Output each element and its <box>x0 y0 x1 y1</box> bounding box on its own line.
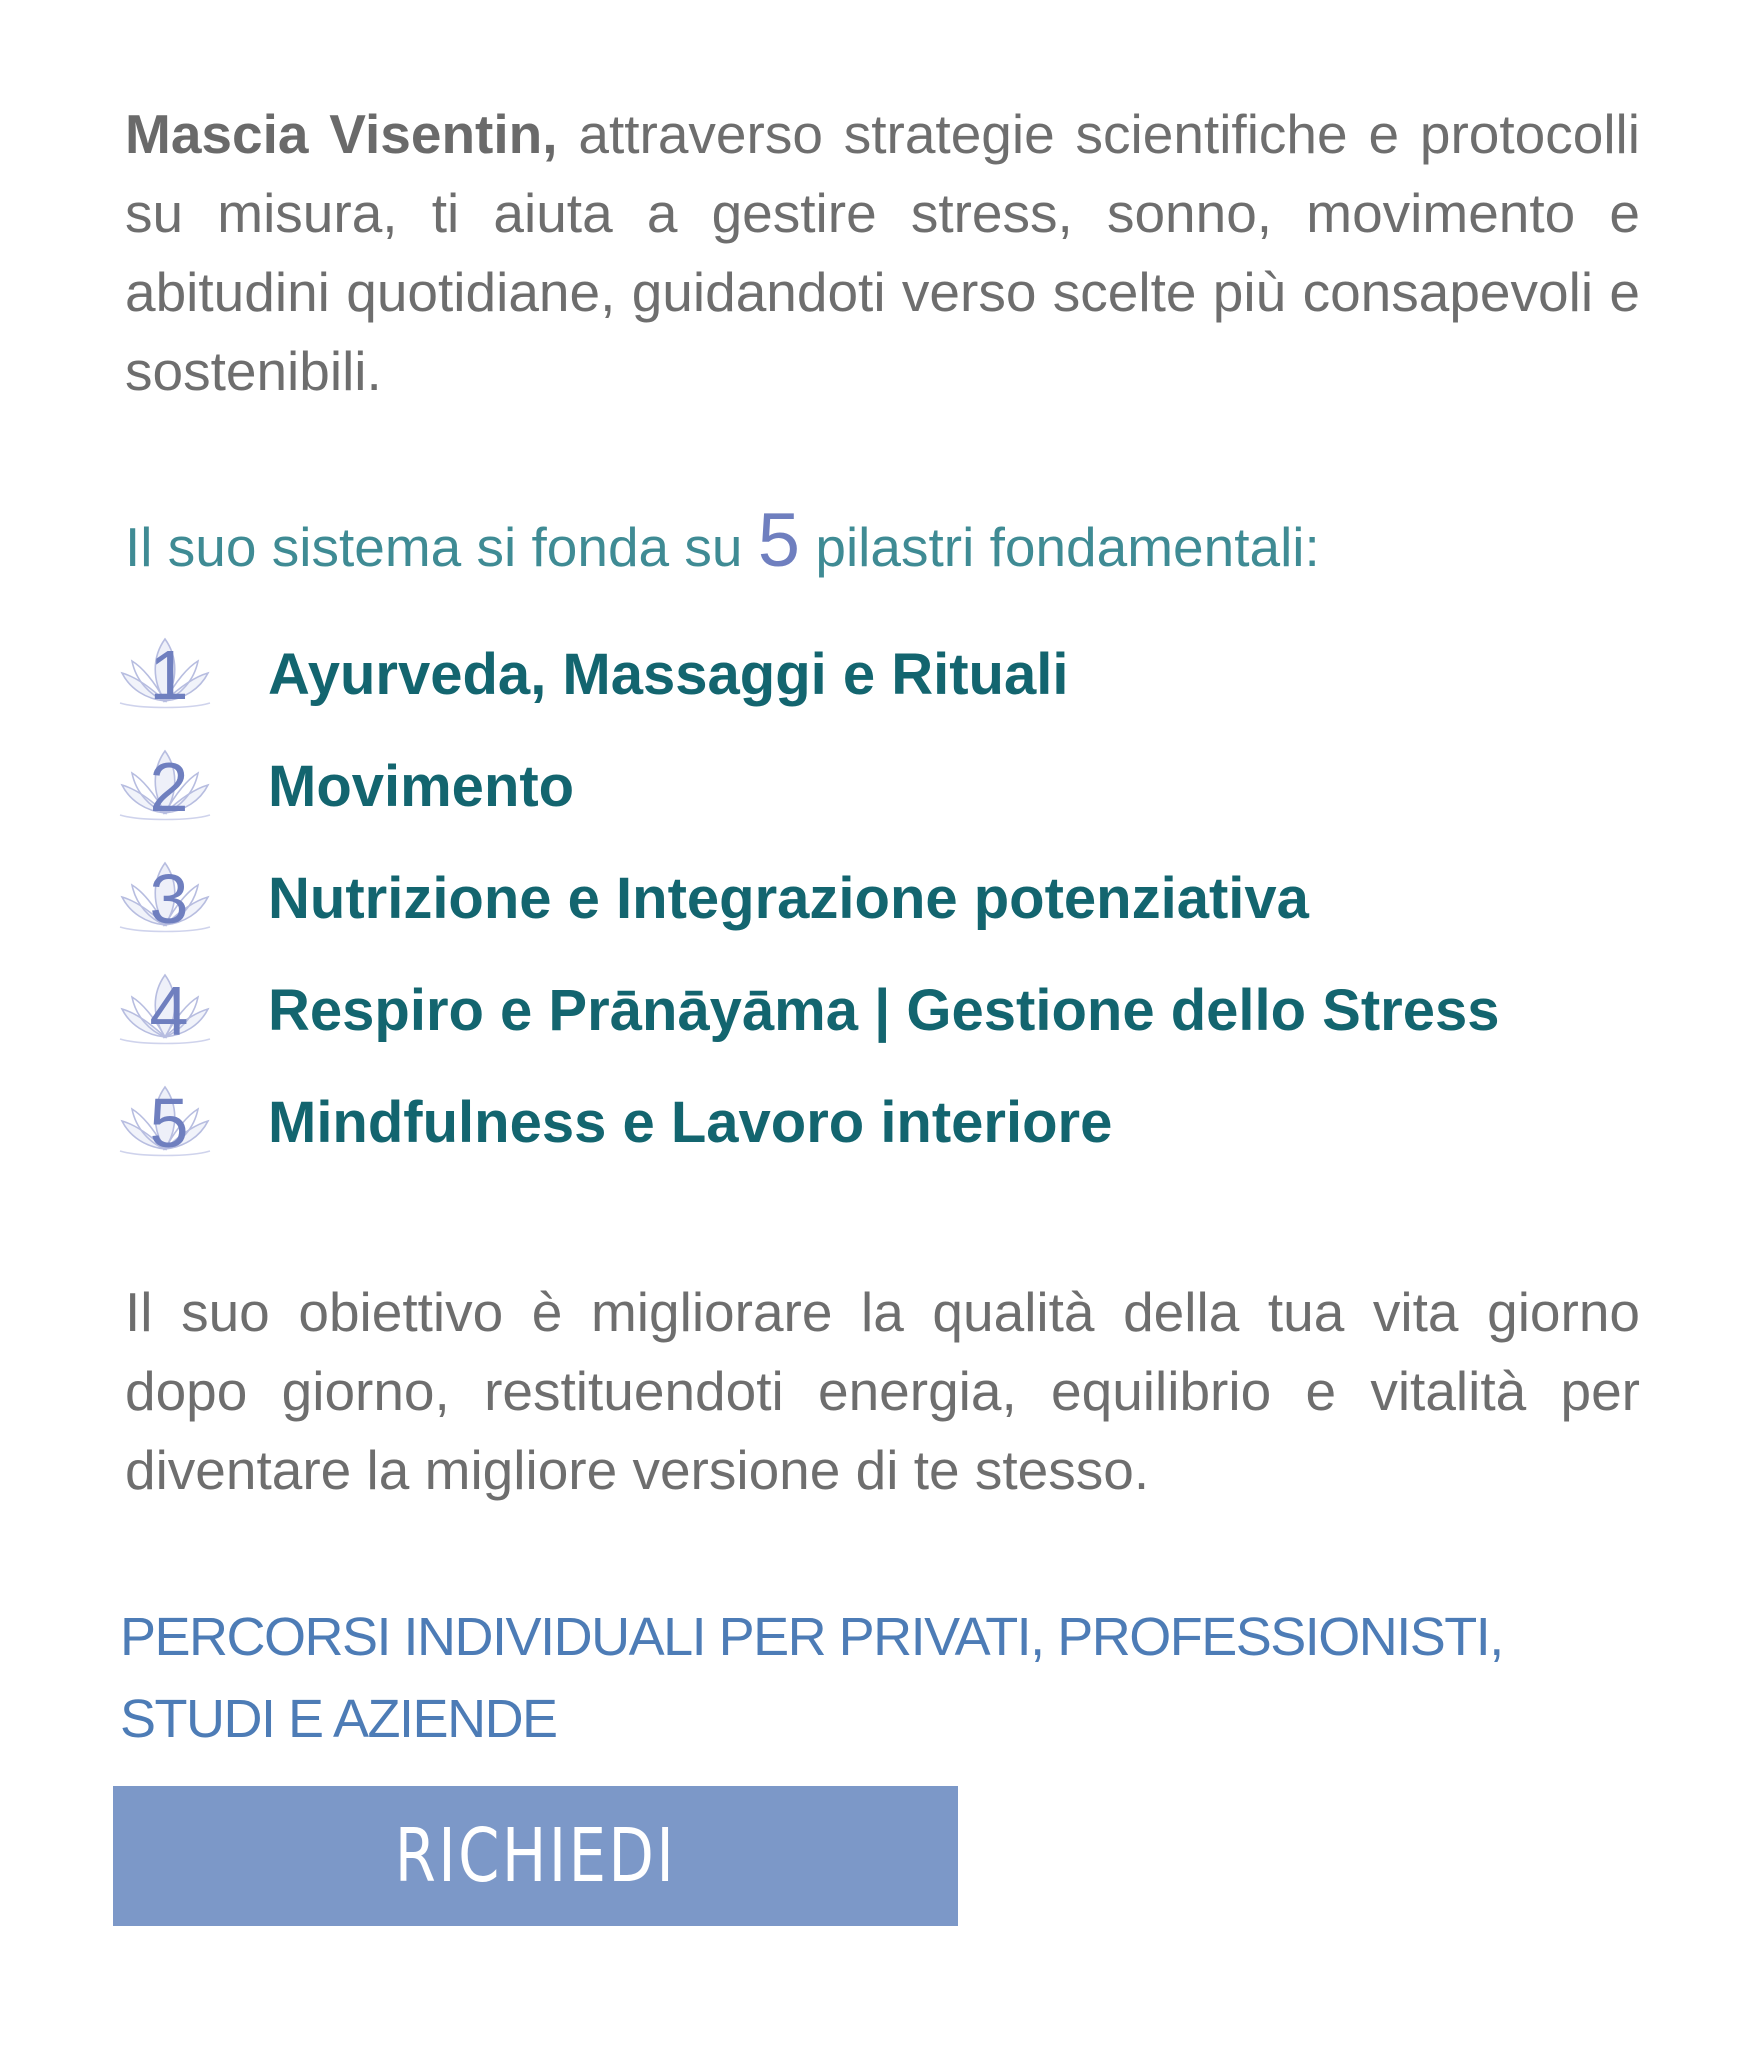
pillar-number: 2 <box>149 748 189 826</box>
request-info-label: RICHIEDI INFORMAZIONI <box>300 1813 771 2039</box>
pillar-item <box>125 625 1640 737</box>
pillars-count: 5 <box>757 498 801 583</box>
pillars-heading-before: Il suo sistema si fonda su <box>125 516 758 578</box>
pillar-label: Ayurveda, Massaggi e Rituali <box>268 642 1069 707</box>
pillar-label: Respiro e Prānāyāma | Gestione dello Stress <box>268 978 1500 1043</box>
pillar-number: 1 <box>149 636 189 714</box>
pillar-number: 5 <box>149 1084 189 1162</box>
pillar-label: Movimento <box>268 754 575 819</box>
page-content <box>120 95 1640 1760</box>
pillars-heading <box>125 498 1640 587</box>
pillar-number: 4 <box>149 972 189 1050</box>
goal-paragraph: Il suo obiettivo è migliorare la qualità della tua vita giorno dopo giorno, restituendoti energia, equilibrio e vitalità per diventare la migliore versione di te stesso. <box>125 1281 1640 1501</box>
pillar-item <box>125 737 1640 849</box>
pillar-item <box>125 849 1640 961</box>
author-name: Mascia Visentin, <box>125 103 558 165</box>
pillar-item <box>125 961 1640 1073</box>
pillar-label: Mindfulness e Lavoro interiore <box>268 1090 1113 1155</box>
request-info-button[interactable] <box>113 1786 958 2039</box>
pillars-list <box>125 625 1640 1185</box>
pillars-heading-after: pilastri fondamentali: <box>800 516 1320 578</box>
pillar-label: Nutrizione e Integrazione potenziativa <box>268 866 1309 931</box>
pillar-item <box>125 1073 1640 1185</box>
intro-paragraph <box>125 95 1640 411</box>
pillar-number: 3 <box>149 860 189 938</box>
paths-tagline: PERCORSI INDIVIDUALI PER PRIVATI, PROFESSIONISTI, STUDI E AZIENDE <box>120 1607 1503 1749</box>
intro-text: attraverso strategie scientifiche e protocolli su misura, ti aiuta a gestire stress, sonno, movimento e abitudini quotidiane, guidandoti verso scelte più consapevoli e sostenibili. <box>125 103 1640 402</box>
